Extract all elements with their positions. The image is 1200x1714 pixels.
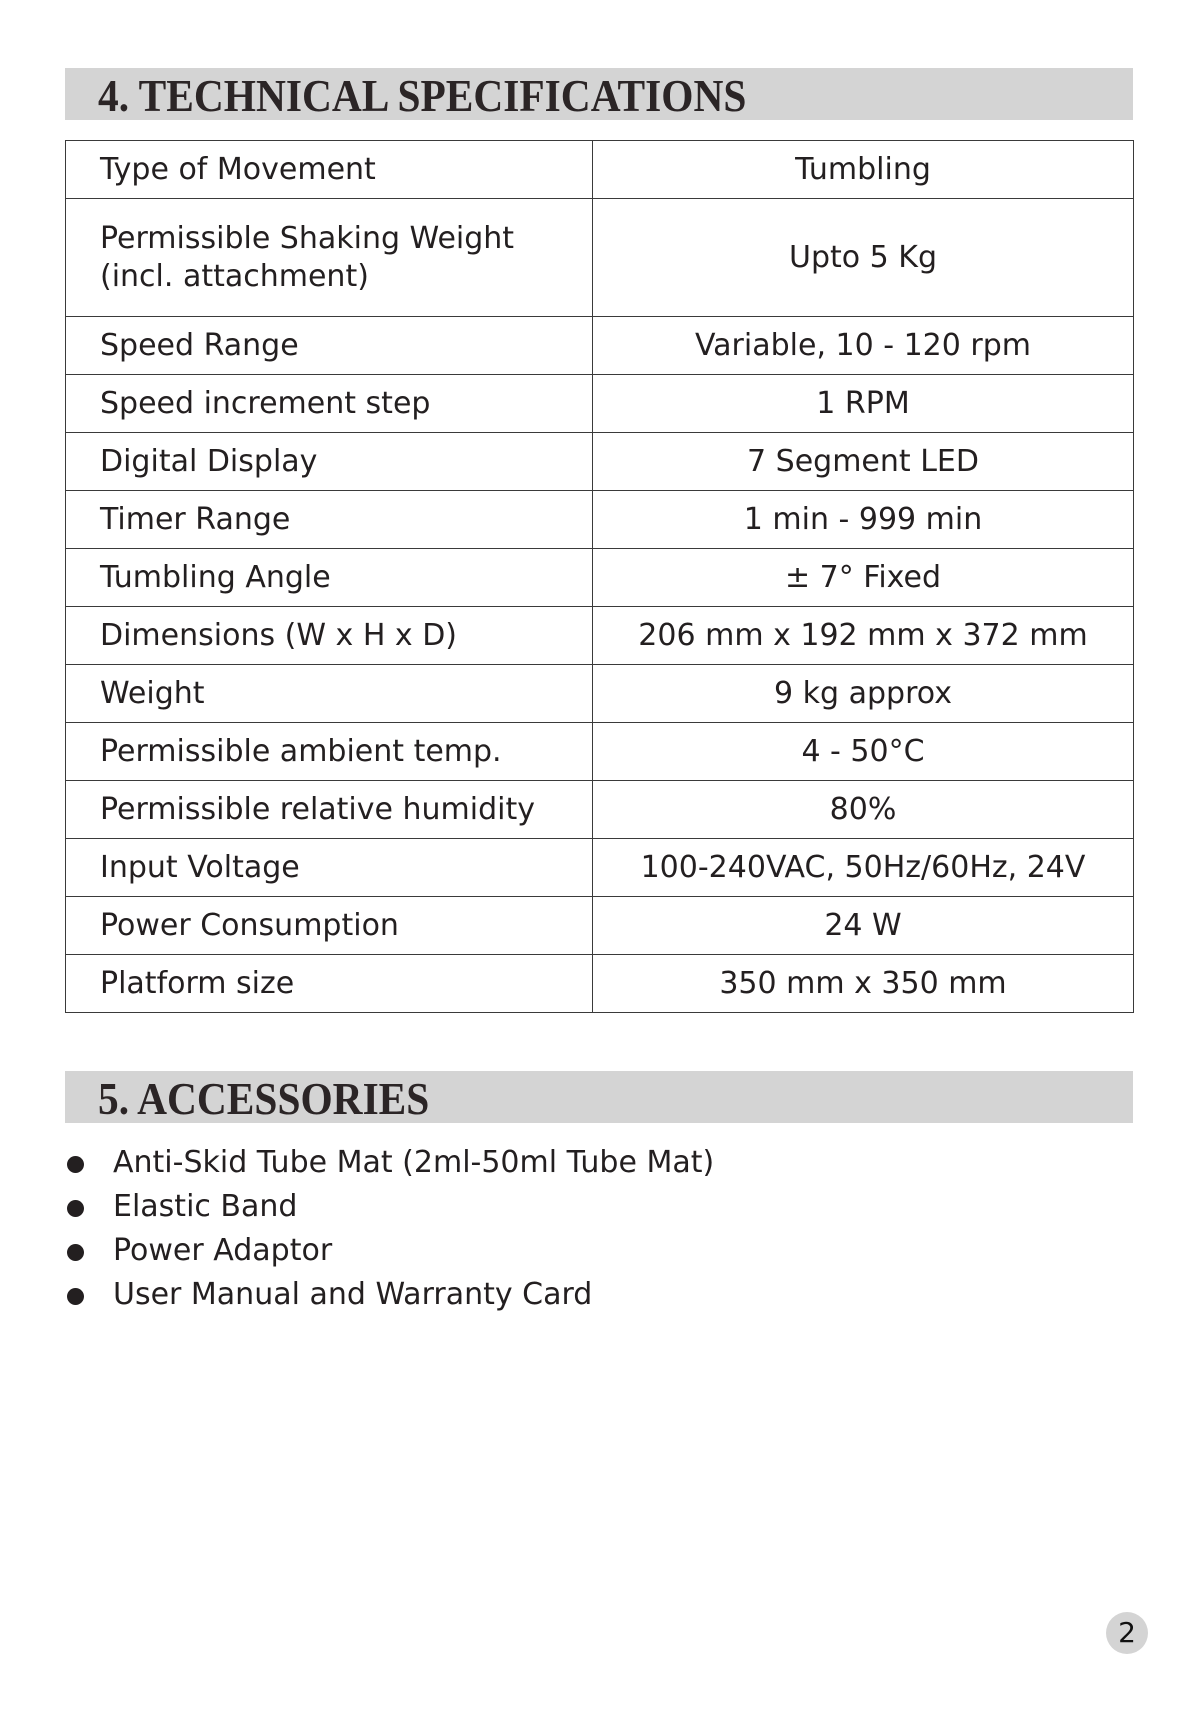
spec-label [66, 781, 593, 839]
table-row [66, 897, 1134, 955]
spec-label-text: Permissible Shaking Weight [100, 220, 515, 256]
spec-value: 7 Segment LED [593, 433, 1134, 491]
specifications-table [65, 140, 1134, 1013]
table-row [66, 141, 1134, 199]
section-4-heading-bar [65, 68, 1133, 120]
spec-value: 24 W [593, 897, 1134, 955]
spec-label [66, 199, 593, 317]
spec-label [66, 839, 593, 897]
spec-value: 9 kg approx [593, 665, 1134, 723]
spec-label [66, 955, 593, 1013]
accessory-text: Anti-Skid Tube Mat (2ml-50ml Tube Mat) [113, 1145, 715, 1180]
spec-label [66, 317, 593, 375]
accessories-list [65, 1141, 714, 1317]
section-5-title: 5. ACCESSORIES [98, 1073, 430, 1124]
spec-value: 100-240VAC, 50Hz/60Hz, 24V [593, 839, 1134, 897]
table-row [66, 317, 1134, 375]
spec-label-text: Platform size [100, 965, 295, 1001]
spec-label-text: Timer Range [100, 501, 291, 537]
spec-label-text: Type of Movement [100, 151, 376, 187]
spec-value: Variable, 10 - 120 rpm [593, 317, 1134, 375]
section-4-title: 4. TECHNICAL SPECIFICATIONS [98, 70, 747, 121]
spec-label [66, 607, 593, 665]
spec-value: 206 mm x 192 mm x 372 mm [593, 607, 1134, 665]
spec-label-text: Digital Display [100, 443, 318, 479]
spec-label [66, 665, 593, 723]
spec-label [66, 141, 593, 199]
section-5-heading-bar [65, 1071, 1133, 1123]
table-row [66, 607, 1134, 665]
table-row [66, 839, 1134, 897]
spec-value: 4 - 50°C [593, 723, 1134, 781]
table-row [66, 375, 1134, 433]
bullet-icon [67, 1288, 84, 1305]
accessory-text: User Manual and Warranty Card [113, 1277, 593, 1312]
bullet-icon [67, 1200, 84, 1217]
table-row [66, 955, 1134, 1013]
spec-label-text: Permissible ambient temp. [100, 733, 502, 769]
table-row [66, 665, 1134, 723]
table-row [66, 549, 1134, 607]
spec-label [66, 433, 593, 491]
table-row [66, 781, 1134, 839]
bullet-icon [67, 1156, 84, 1173]
spec-value: 1 RPM [593, 375, 1134, 433]
spec-label-text: Permissible relative humidity [100, 791, 535, 827]
list-item [65, 1141, 714, 1185]
accessory-text: Power Adaptor [113, 1233, 333, 1268]
spec-value: Upto 5 Kg [593, 199, 1134, 317]
bullet-icon [67, 1244, 84, 1261]
spec-label [66, 723, 593, 781]
spec-label-text: (incl. attachment) [100, 258, 369, 294]
table-row [66, 723, 1134, 781]
page-number: 2 [1106, 1612, 1148, 1654]
spec-value: 350 mm x 350 mm [593, 955, 1134, 1013]
spec-label-text: Dimensions (W x H x D) [100, 617, 458, 653]
spec-label-text: Power Consumption [100, 907, 399, 943]
spec-label [66, 549, 593, 607]
list-item [65, 1185, 714, 1229]
spec-value: ± 7° Fixed [593, 549, 1134, 607]
spec-label [66, 375, 593, 433]
list-item [65, 1229, 714, 1273]
spec-label-text: Input Voltage [100, 849, 300, 885]
spec-value: 1 min - 999 min [593, 491, 1134, 549]
spec-value: Tumbling [593, 141, 1134, 199]
spec-label-text: Speed increment step [100, 385, 431, 421]
table-row [66, 433, 1134, 491]
table-row [66, 199, 1134, 317]
spec-label [66, 897, 593, 955]
spec-label-text: Speed Range [100, 327, 299, 363]
accessory-text: Elastic Band [113, 1189, 298, 1224]
list-item [65, 1273, 714, 1317]
spec-label-text: Tumbling Angle [100, 559, 331, 595]
spec-value: 80% [593, 781, 1134, 839]
spec-label [66, 491, 593, 549]
spec-label-text: Weight [100, 675, 205, 711]
table-row [66, 491, 1134, 549]
